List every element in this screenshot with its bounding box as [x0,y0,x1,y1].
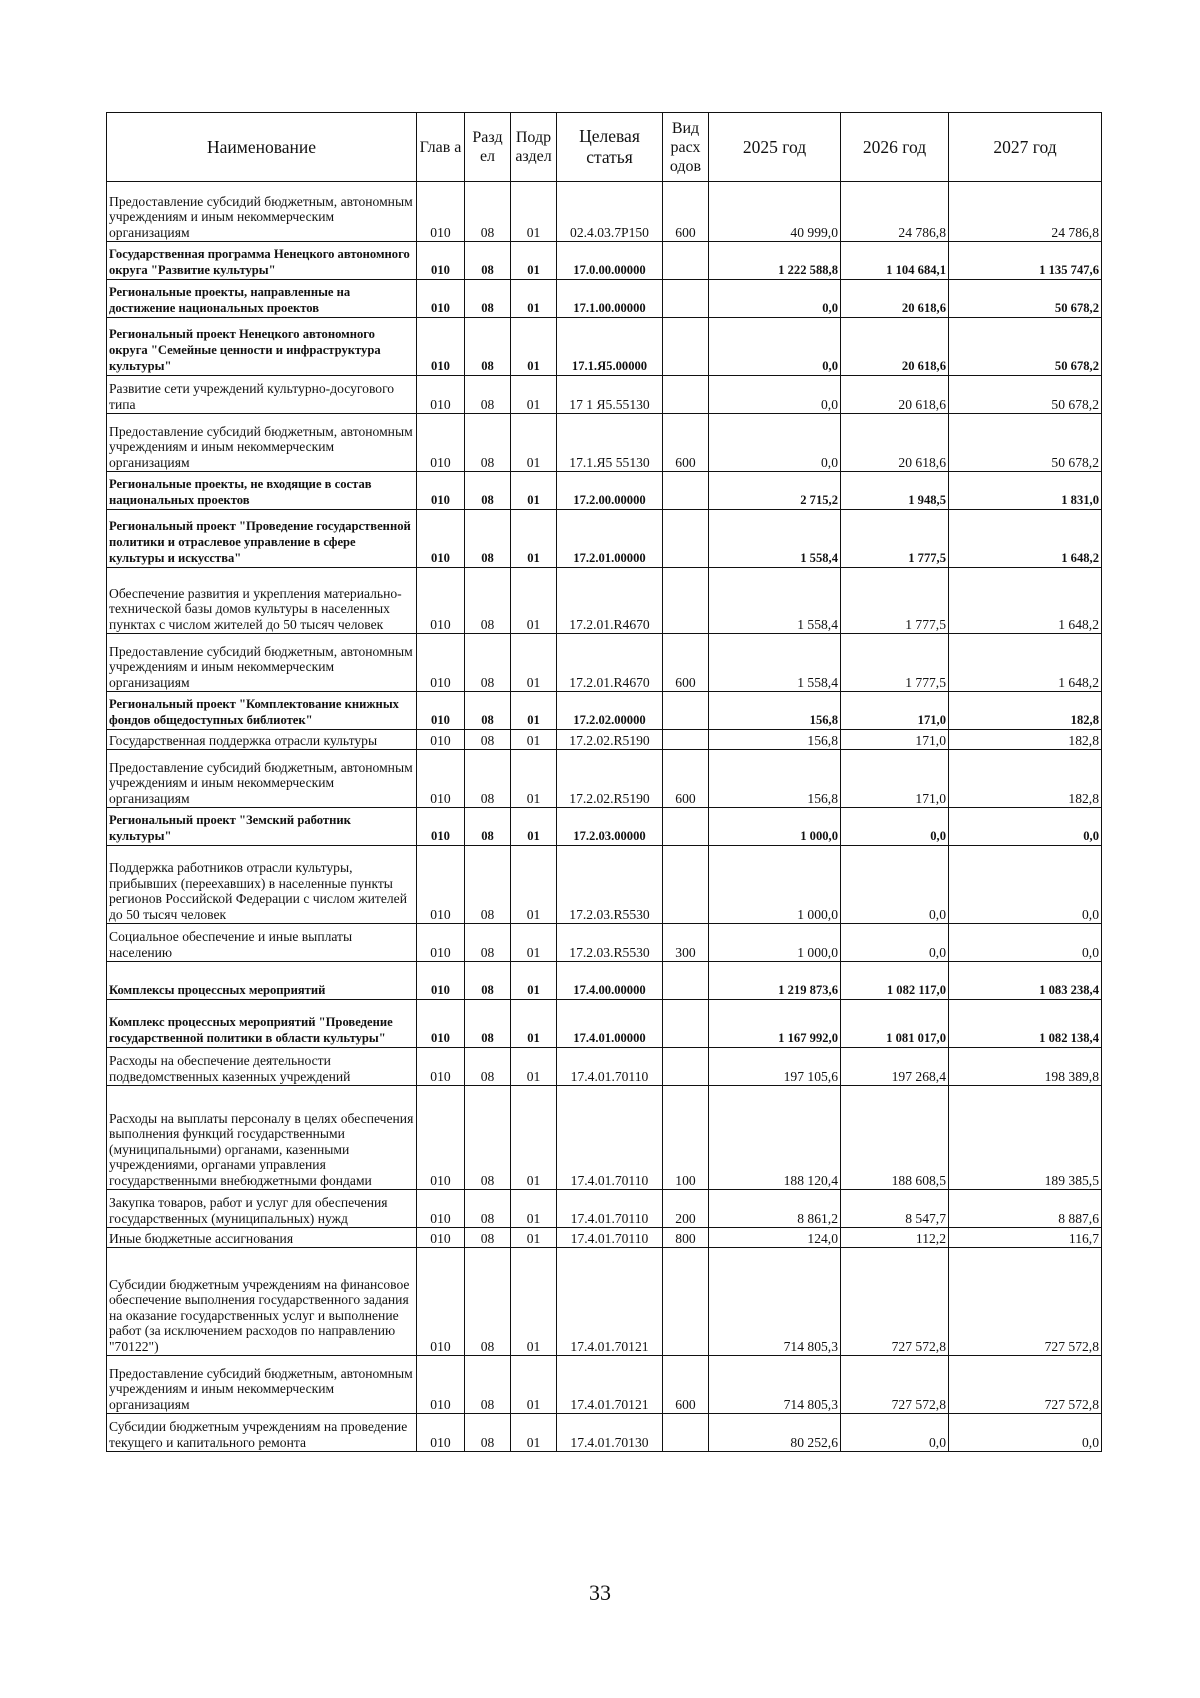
cell-name: Государственная программа Ненецкого автономного округа "Развитие культуры" [107,242,417,280]
cell-name: Региональный проект "Комплектование книжных фондов общедоступных библиотек" [107,692,417,730]
cell-2026: 20 618,6 [841,414,949,472]
cell-podrazdel: 01 [511,510,557,568]
cell-podrazdel: 01 [511,376,557,414]
cell-target: 17.4.01.70110 [557,1086,663,1190]
cell-razdel: 08 [465,280,511,318]
cell-target: 17.1.Я5.00000 [557,318,663,376]
cell-podrazdel: 01 [511,318,557,376]
cell-2026: 20 618,6 [841,376,949,414]
cell-2026: 0,0 [841,846,949,924]
cell-name: Предоставление субсидий бюджетным, автономным учреждениям и иным некоммерческим организациям [107,414,417,472]
cell-2026: 0,0 [841,924,949,962]
header-kind: Вид расх одов [663,113,709,182]
cell-target: 17.2.01.00000 [557,510,663,568]
cell-glava: 010 [417,846,465,924]
cell-name: Предоставление субсидий бюджетным, автономным учреждениям и иным некоммерческим организациям [107,750,417,808]
cell-glava: 010 [417,1086,465,1190]
cell-target: 17.4.01.00000 [557,1000,663,1048]
cell-razdel: 08 [465,472,511,510]
cell-kind: 600 [663,414,709,472]
cell-glava: 010 [417,242,465,280]
cell-kind [663,472,709,510]
cell-target: 17.2.03.R5530 [557,846,663,924]
cell-2026: 727 572,8 [841,1248,949,1356]
cell-glava: 010 [417,1248,465,1356]
cell-name: Предоставление субсидий бюджетным, автономным учреждениям и иным некоммерческим организациям [107,1356,417,1414]
cell-razdel: 08 [465,510,511,568]
cell-2027: 0,0 [949,924,1102,962]
cell-podrazdel: 01 [511,808,557,846]
cell-podrazdel: 01 [511,1000,557,1048]
cell-target: 17.4.01.70121 [557,1248,663,1356]
cell-2025: 1 000,0 [709,924,841,962]
cell-kind: 600 [663,634,709,692]
header-name: Наименование [107,113,417,182]
cell-name: Расходы на выплаты персоналу в целях обеспечения выполнения функций государственными (муниципальными) органами, казенными учреждениями, органами управления государственными внебюджетными фондами [107,1086,417,1190]
cell-kind: 600 [663,1356,709,1414]
cell-target: 17.2.00.00000 [557,472,663,510]
cell-kind [663,376,709,414]
cell-2027: 1 083 238,4 [949,962,1102,1000]
cell-target: 17.1.Я5 55130 [557,414,663,472]
cell-name: Развитие сети учреждений культурно-досугового типа [107,376,417,414]
cell-podrazdel: 01 [511,1190,557,1228]
cell-podrazdel: 01 [511,730,557,750]
table-body [107,182,1102,1452]
cell-razdel: 08 [465,242,511,280]
cell-razdel: 08 [465,692,511,730]
cell-2025: 0,0 [709,414,841,472]
cell-2025: 1 222 588,8 [709,242,841,280]
header-razdel: Разд ел [465,113,511,182]
cell-2027: 0,0 [949,1414,1102,1452]
cell-2025: 124,0 [709,1228,841,1248]
cell-2026: 727 572,8 [841,1356,949,1414]
cell-name: Региональные проекты, направленные на достижение национальных проектов [107,280,417,318]
cell-kind [663,242,709,280]
cell-razdel: 08 [465,808,511,846]
table-row [107,924,1102,962]
cell-name: Региональный проект "Земский работник культуры" [107,808,417,846]
cell-2026: 171,0 [841,750,949,808]
table-row [107,1414,1102,1452]
cell-glava: 010 [417,1000,465,1048]
budget-table [106,112,1102,1452]
cell-2025: 197 105,6 [709,1048,841,1086]
table-row [107,750,1102,808]
cell-target: 17.4.01.70130 [557,1414,663,1452]
table-row [107,242,1102,280]
cell-glava: 010 [417,750,465,808]
cell-glava: 010 [417,962,465,1000]
cell-podrazdel: 01 [511,1356,557,1414]
cell-razdel: 08 [465,962,511,1000]
cell-podrazdel: 01 [511,1414,557,1452]
cell-2027: 50 678,2 [949,414,1102,472]
cell-2025: 714 805,3 [709,1248,841,1356]
cell-glava: 010 [417,924,465,962]
cell-glava: 010 [417,1228,465,1248]
cell-2026: 0,0 [841,808,949,846]
cell-glava: 010 [417,568,465,634]
cell-2025: 1 219 873,6 [709,962,841,1000]
table-row [107,962,1102,1000]
cell-target: 02.4.03.7Р150 [557,182,663,242]
cell-2025: 2 715,2 [709,472,841,510]
cell-2025: 1 167 992,0 [709,1000,841,1048]
cell-name: Региональный проект Ненецкого автономного округа "Семейные ценности и инфраструктура культуры" [107,318,417,376]
table-header [107,113,1102,182]
page-number: 33 [589,1580,611,1605]
cell-2026: 188 608,5 [841,1086,949,1190]
cell-razdel: 08 [465,1228,511,1248]
cell-razdel: 08 [465,750,511,808]
header-2026: 2026 год [841,113,949,182]
cell-2025: 156,8 [709,730,841,750]
cell-razdel: 08 [465,1086,511,1190]
cell-2026: 20 618,6 [841,280,949,318]
cell-name: Государственная поддержка отрасли культуры [107,730,417,750]
table-row [107,1086,1102,1190]
cell-2027: 24 786,8 [949,182,1102,242]
cell-2026: 24 786,8 [841,182,949,242]
cell-razdel: 08 [465,318,511,376]
cell-2026: 1 948,5 [841,472,949,510]
table-row [107,730,1102,750]
table-row [107,182,1102,242]
cell-podrazdel: 01 [511,242,557,280]
cell-kind [663,730,709,750]
cell-name: Субсидии бюджетным учреждениям на проведение текущего и капитального ремонта [107,1414,417,1452]
header-glava: Глав а [417,113,465,182]
table-row [107,692,1102,730]
cell-2025: 1 000,0 [709,846,841,924]
cell-name: Закупка товаров, работ и услуг для обеспечения государственных (муниципальных) нужд [107,1190,417,1228]
cell-2026: 1 081 017,0 [841,1000,949,1048]
cell-razdel: 08 [465,414,511,472]
cell-name: Региональные проекты, не входящие в состав национальных проектов [107,472,417,510]
cell-2026: 1 777,5 [841,510,949,568]
cell-podrazdel: 01 [511,924,557,962]
cell-podrazdel: 01 [511,568,557,634]
cell-target: 17.4.01.70110 [557,1190,663,1228]
cell-kind: 800 [663,1228,709,1248]
cell-2025: 1 558,4 [709,568,841,634]
cell-2027: 182,8 [949,750,1102,808]
table-row [107,510,1102,568]
cell-podrazdel: 01 [511,472,557,510]
header-2027: 2027 год [949,113,1102,182]
cell-razdel: 08 [465,1248,511,1356]
cell-2027: 182,8 [949,730,1102,750]
cell-glava: 010 [417,472,465,510]
cell-2027: 1 648,2 [949,568,1102,634]
cell-razdel: 08 [465,846,511,924]
cell-name: Предоставление субсидий бюджетным, автономным учреждениям и иным некоммерческим организациям [107,182,417,242]
cell-2025: 156,8 [709,750,841,808]
cell-glava: 010 [417,376,465,414]
cell-name: Иные бюджетные ассигнования [107,1228,417,1248]
table-row [107,634,1102,692]
cell-2026: 171,0 [841,692,949,730]
header-podrazdel: Подр аздел [511,113,557,182]
cell-2027: 189 385,5 [949,1086,1102,1190]
cell-2027: 116,7 [949,1228,1102,1248]
cell-kind: 300 [663,924,709,962]
cell-kind [663,692,709,730]
cell-2025: 156,8 [709,692,841,730]
cell-target: 17.2.02.00000 [557,692,663,730]
cell-name: Комплексы процессных мероприятий [107,962,417,1000]
cell-2027: 50 678,2 [949,318,1102,376]
cell-name: Предоставление субсидий бюджетным, автономным учреждениям и иным некоммерческим организациям [107,634,417,692]
cell-podrazdel: 01 [511,280,557,318]
cell-glava: 010 [417,730,465,750]
cell-podrazdel: 01 [511,182,557,242]
cell-name: Комплекс процессных мероприятий "Проведение государственной политики в области культуры" [107,1000,417,1048]
cell-target: 17.4.01.70110 [557,1048,663,1086]
table-row [107,318,1102,376]
cell-2027: 1 082 138,4 [949,1000,1102,1048]
table-row [107,280,1102,318]
table-row [107,1000,1102,1048]
cell-2026: 197 268,4 [841,1048,949,1086]
header-target: Целевая статья [557,113,663,182]
cell-2026: 1 777,5 [841,568,949,634]
cell-glava: 010 [417,1414,465,1452]
cell-2027: 182,8 [949,692,1102,730]
cell-kind [663,1248,709,1356]
cell-kind [663,280,709,318]
cell-razdel: 08 [465,1048,511,1086]
cell-podrazdel: 01 [511,1048,557,1086]
cell-2025: 0,0 [709,376,841,414]
table-row [107,808,1102,846]
cell-target: 17.2.01.R4670 [557,568,663,634]
cell-2026: 112,2 [841,1228,949,1248]
cell-2027: 1 648,2 [949,634,1102,692]
cell-glava: 010 [417,808,465,846]
cell-razdel: 08 [465,182,511,242]
table-row [107,414,1102,472]
cell-glava: 010 [417,510,465,568]
cell-podrazdel: 01 [511,692,557,730]
cell-kind [663,1000,709,1048]
cell-target: 17.2.03.00000 [557,808,663,846]
cell-glava: 010 [417,1048,465,1086]
cell-kind [663,846,709,924]
cell-glava: 010 [417,1356,465,1414]
cell-2025: 1 558,4 [709,510,841,568]
cell-name: Поддержка работников отрасли культуры, прибывших (переехавших) в населенные пункты регионов Российской Федерации с числом жителей до 50 тысяч человек [107,846,417,924]
cell-2027: 0,0 [949,808,1102,846]
cell-podrazdel: 01 [511,750,557,808]
cell-kind: 100 [663,1086,709,1190]
table-row [107,1228,1102,1248]
cell-2025: 80 252,6 [709,1414,841,1452]
cell-razdel: 08 [465,924,511,962]
cell-target: 17.1.00.00000 [557,280,663,318]
cell-2027: 0,0 [949,846,1102,924]
cell-kind: 600 [663,750,709,808]
cell-podrazdel: 01 [511,634,557,692]
cell-name: Обеспечение развития и укрепления материально-технической базы домов культуры в населенных пунктах с числом жителей до 50 тысяч человек [107,568,417,634]
cell-2025: 0,0 [709,318,841,376]
cell-2027: 1 135 747,6 [949,242,1102,280]
cell-kind [663,318,709,376]
cell-2027: 1 831,0 [949,472,1102,510]
cell-2025: 40 999,0 [709,182,841,242]
cell-2026: 171,0 [841,730,949,750]
table-row [107,1190,1102,1228]
cell-glava: 010 [417,182,465,242]
cell-2025: 714 805,3 [709,1356,841,1414]
cell-kind [663,568,709,634]
cell-2027: 1 648,2 [949,510,1102,568]
cell-kind: 200 [663,1190,709,1228]
table-row [107,1048,1102,1086]
cell-glava: 010 [417,414,465,472]
cell-kind: 600 [663,182,709,242]
table-row [107,568,1102,634]
cell-podrazdel: 01 [511,846,557,924]
cell-2026: 0,0 [841,1414,949,1452]
cell-razdel: 08 [465,1000,511,1048]
cell-podrazdel: 01 [511,1086,557,1190]
header-2025: 2025 год [709,113,841,182]
table-row [107,846,1102,924]
cell-target: 17.2.01.R4670 [557,634,663,692]
cell-kind [663,808,709,846]
cell-target: 17.4.01.70121 [557,1356,663,1414]
cell-target: 17.0.00.00000 [557,242,663,280]
cell-glava: 010 [417,634,465,692]
cell-podrazdel: 01 [511,414,557,472]
cell-name: Расходы на обеспечение деятельности подведомственных казенных учреждений [107,1048,417,1086]
cell-2027: 727 572,8 [949,1356,1102,1414]
cell-glava: 010 [417,1190,465,1228]
cell-razdel: 08 [465,568,511,634]
table-row [107,1248,1102,1356]
cell-2026: 1 082 117,0 [841,962,949,1000]
cell-razdel: 08 [465,1356,511,1414]
cell-2026: 1 104 684,1 [841,242,949,280]
cell-target: 17.4.00.00000 [557,962,663,1000]
cell-2027: 8 887,6 [949,1190,1102,1228]
cell-2025: 188 120,4 [709,1086,841,1190]
table-row [107,1356,1102,1414]
cell-target: 17 1 Я5.55130 [557,376,663,414]
cell-2027: 50 678,2 [949,376,1102,414]
cell-glava: 010 [417,280,465,318]
cell-razdel: 08 [465,1190,511,1228]
cell-name: Субсидии бюджетным учреждениям на финансовое обеспечение выполнения государственного задания на оказание государственных услуг и выполнение работ (за исключением расходов по направлению "70122") [107,1248,417,1356]
cell-name: Социальное обеспечение и иные выплаты населению [107,924,417,962]
cell-2027: 50 678,2 [949,280,1102,318]
cell-2027: 198 389,8 [949,1048,1102,1086]
cell-podrazdel: 01 [511,1228,557,1248]
table-row [107,376,1102,414]
cell-razdel: 08 [465,1414,511,1452]
cell-target: 17.2.03.R5530 [557,924,663,962]
cell-kind [663,1414,709,1452]
cell-glava: 010 [417,692,465,730]
cell-2026: 20 618,6 [841,318,949,376]
cell-name: Региональный проект "Проведение государственной политики и отраслевое управление в сфере культуры и искусства" [107,510,417,568]
cell-2025: 1 558,4 [709,634,841,692]
cell-podrazdel: 01 [511,1248,557,1356]
cell-2026: 1 777,5 [841,634,949,692]
cell-razdel: 08 [465,634,511,692]
cell-glava: 010 [417,318,465,376]
cell-razdel: 08 [465,376,511,414]
header-row [107,113,1102,182]
cell-2025: 8 861,2 [709,1190,841,1228]
cell-kind [663,962,709,1000]
cell-target: 17.4.01.70110 [557,1228,663,1248]
cell-2027: 727 572,8 [949,1248,1102,1356]
cell-razdel: 08 [465,730,511,750]
cell-2025: 0,0 [709,280,841,318]
cell-2026: 8 547,7 [841,1190,949,1228]
cell-kind [663,510,709,568]
cell-2025: 1 000,0 [709,808,841,846]
cell-kind [663,1048,709,1086]
cell-target: 17.2.02.R5190 [557,750,663,808]
cell-target: 17.2.02.R5190 [557,730,663,750]
cell-podrazdel: 01 [511,962,557,1000]
table-row [107,472,1102,510]
